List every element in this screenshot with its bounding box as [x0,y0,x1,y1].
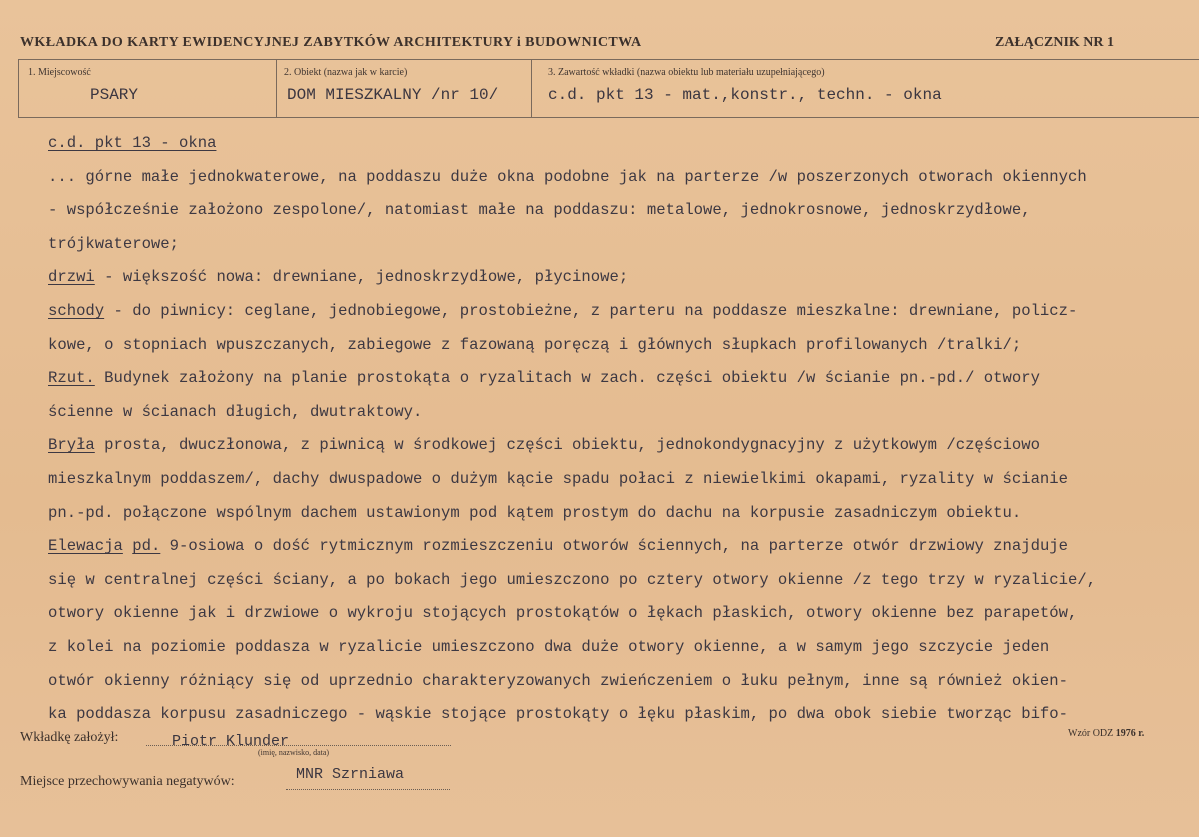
object-label: 2. Obiekt (nazwa jak w karcie) [284,67,408,78]
negatives-value: MNR Szrniawa [296,766,405,783]
content-value: c.d. pkt 13 - mat.,konstr., techn. - okna [548,86,942,104]
locality-label: 1. Miejscowość [28,67,91,78]
typed-description [48,127,1198,732]
stairs-text: - do piwnicy: ceglane, jednobiegowe, prostobieżne, z parteru na poddasze mieszkalne: drewniane, policz- [104,301,1078,320]
body-line-plan [48,362,1198,396]
negatives-label: Miejsce przechowywania negatywów: [20,774,235,789]
body-line: ... górne małe jednokwaterowe, na poddaszu duże okna podobne jak na parterze /w poszerzonych otworach okiennych [48,167,1087,186]
term-stairs: schody [48,301,105,320]
body-line: pn.-pd. połączone wspólnym dachem ustawionym pod kątem prostym do dachu na korpusie zasadniczym obiektu. [48,503,1022,522]
plan-text: Budynek założony na planie prostokąta o ryzalitach w zach. części obiektu /w ścianie pn.-pd./ otwory [94,369,1040,388]
body-line: trójkwaterowe; [48,234,180,253]
body-line: otwory okienne jak i drzwiowe o wykroju stojących prostokątów o łękach płaskich, otwory okienne bez parapetów, [48,604,1078,623]
body-line: z kolei na poziomie poddasza w ryzalicie umieszczono dwa duże otwory okienne, a w samym jego szczycie jeden [48,637,1050,656]
negatives-dotted-line [286,789,450,790]
field-divider-1 [276,59,277,117]
header-rule [18,59,1199,60]
annex-number: ZAŁĄCZNIK NR 1 [995,35,1115,50]
massing-text: prosta, dwuczłonowa, z piwnicą w środkowej części obiektu, jednokondygnacyjny z użytkowym /częściowo [94,436,1040,455]
body-line: mieszkalnym poddaszem/, dachy dwuspadowe o dużym kącie spadu połaci z niewielkimi okapami, ryzality w ścianie [48,469,1068,488]
body-line-elevation [48,530,1198,564]
field-divider-2 [531,59,532,117]
fields-rule [18,117,1199,118]
author-hint: (imię, nazwisko, data) [258,748,330,757]
body-heading [48,127,1198,161]
locality-value: PSARY [90,86,139,104]
card-title: WKŁADKA DO KARTY EWIDENCYJNEJ ZABYTKÓW ARCHITEKTURY i BUDOWNICTWA [20,35,642,50]
body-line-doors [48,261,1198,295]
content-label: 3. Zawartość wkładki (nazwa obiektu lub materiału uzupełniającego) [548,67,825,78]
field-divider-left [18,59,19,117]
elevation-text: 9-osiowa o dość rytmicznym rozmieszczeniu otworów ściennych, na parterze otwór drzwiowy znajduje [160,537,1069,556]
body-line-massing [48,429,1198,463]
form-code-year: 1976 r. [1115,728,1145,739]
doors-text: - większość nowa: drewniane, jednoskrzydłowe, płycinowe; [94,268,629,287]
body-line: kowe, o stopniach wpuszczanych, zabiegowe z fazowaną poręczą i głównych słupkach profilowanych /tralki/; [48,335,1022,354]
form-code [1068,728,1144,739]
body-line: - współcześnie założono zespolone/, natomiast małe na poddaszu: metalowe, jednokrosnowe, jednoskrzydłowe, [48,201,1031,220]
body-line-stairs [48,295,1198,329]
object-value: DOM MIESZKALNY /nr 10/ [287,86,499,104]
heading-text: c.d. pkt 13 - okna [48,134,217,152]
body-line: otwór okienny różniący się od uprzednio charakteryzowanych zwieńczeniem o łuku pełnym, inne są również okien- [48,671,1068,690]
author-value: Piotr Klunder [172,733,290,750]
term-doors: drzwi [48,268,95,287]
body-line: ka poddasza korpusu zasadniczego - wąskie stojące prostokąty o łęku płaskim, po dwa obok siebie tworząc bifo- [48,705,1068,724]
body-line: ścienne w ścianach długich, dwutraktowy. [48,402,423,421]
term-plan: Rzut. [48,369,95,388]
term-massing: Bryła [48,436,95,455]
author-label: Wkładkę założył: [20,730,119,745]
term-elevation-side: pd. [132,537,161,556]
body-line: się w centralnej części ściany, a po bokach jego umieszczono po cztery otwory okienne /z tego trzy w ryzalicie/, [48,570,1097,589]
form-code-prefix: Wzór ODZ [1068,728,1116,739]
term-elevation: Elewacja [48,537,123,556]
